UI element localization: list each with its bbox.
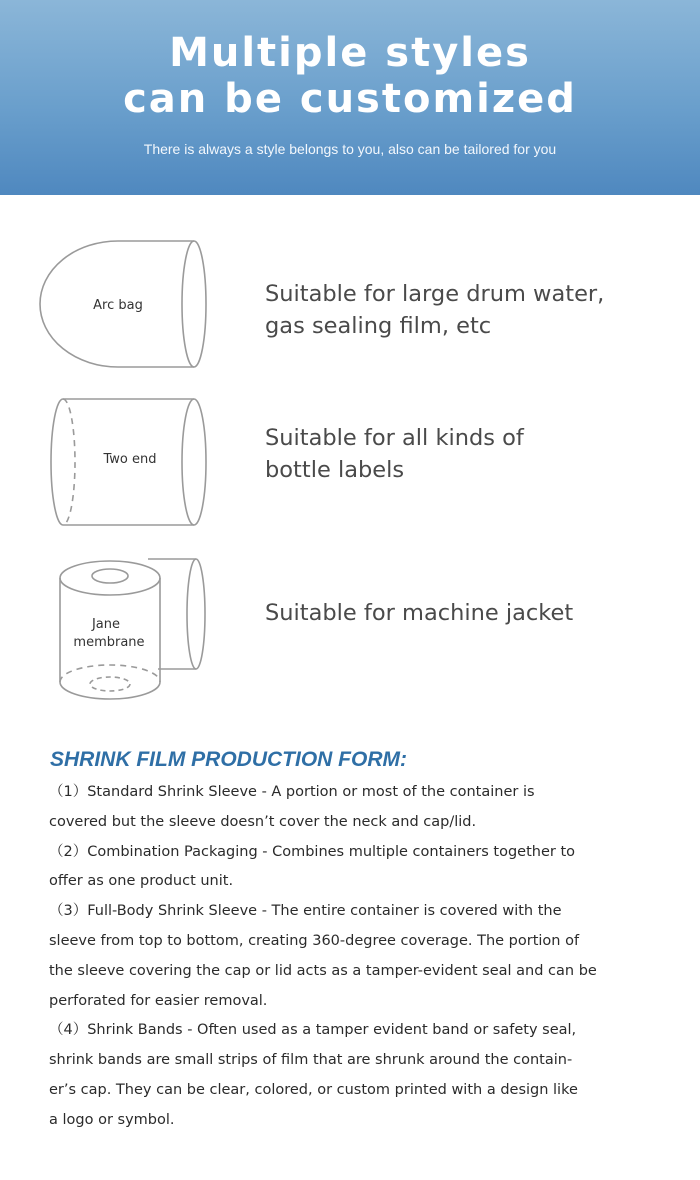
production-form-line: a logo or symbol. [49,1111,175,1128]
style-description-1-line-2: gas sealing film, etc [265,313,492,339]
production-form-line: （4）Shrink Bands - Often used as a tamper evident band or safety seal, [49,1022,577,1039]
arc-bag-icon [38,236,218,376]
production-form-body [49,778,661,1136]
production-form-line: the sleeve covering the cap or lid acts as a tamper-evident seal and can be [49,962,597,979]
two-end-bag-icon [38,394,218,534]
page-title-line-1: Multiple styles [169,30,531,76]
production-form-line: offer as one product unit. [49,873,234,890]
production-form-line: （3）Full-Body Shrink Sleeve - The entire container is covered with the [49,903,562,920]
style-description-1-line-1: Suitable for large drum water, [265,281,605,307]
page-title-line-2: can be customized [123,76,577,122]
page-subtitle: There is always a style belongs to you, also can be tailored for you [143,141,557,157]
style-description-1 [265,278,685,342]
header-banner [0,0,700,195]
production-form-line: （2）Combination Packaging - Combines multiple containers together to [49,843,576,860]
production-form-line: covered but the sleeve doesn’t cover the neck and cap/lid. [49,813,477,830]
production-form-line: perforated for easier removal. [49,992,268,1009]
production-form-line: sleeve from top to bottom, creating 360-degree coverage. The portion of [49,932,580,949]
style-description-2 [265,422,685,486]
style-description-2-line-1: Suitable for all kinds of [265,425,524,451]
production-form-line: shrink bands are small strips of film that are shrunk around the contain- [49,1052,573,1069]
production-form-title: SHRINK FILM PRODUCTION FORM: [50,748,407,771]
jane-membrane-roll-icon [38,554,218,704]
jane-membrane-label-line-1: Jane [91,617,121,632]
production-form-line: er’s cap. They can be clear, colored, or custom printed with a design like [49,1081,578,1098]
style-description-2-line-2: bottle labels [265,457,405,483]
production-form-line: （1）Standard Shrink Sleeve - A portion or most of the container is [49,784,535,800]
arc-bag-label: Arc bag [93,298,143,313]
style-description-3-line-1: Suitable for machine jacket [265,600,574,626]
jane-membrane-label-line-2: membrane [73,635,145,650]
style-description-3 [265,597,685,629]
two-end-label: Two end [103,452,157,467]
